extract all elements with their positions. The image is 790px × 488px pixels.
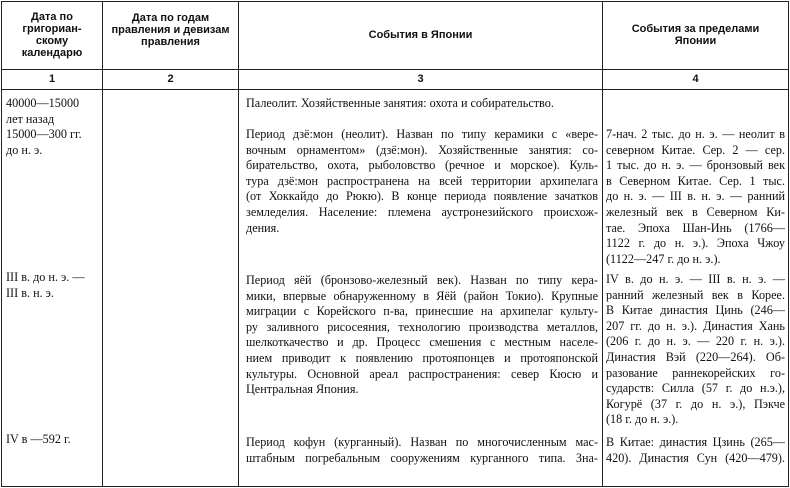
header-col4-line: Японии bbox=[674, 35, 717, 47]
yayoi-text bbox=[246, 273, 598, 398]
text-line: вочным орнаментом» (дзё:мон). Хозяйственные занятия: со- bbox=[246, 142, 598, 157]
text-line: миграции с Корейского п-ва, принесшие на архипелаг культу- bbox=[246, 304, 598, 319]
text-line: бирательство, охота, рыболовство (речное и морское). Куль- bbox=[246, 158, 598, 173]
paleolithic-text bbox=[246, 96, 598, 112]
text-line: (18 г. до н. э.). bbox=[606, 412, 679, 427]
text-line: 420). Династия Сун (420—479). bbox=[606, 450, 785, 465]
text-line: IV в. до н. э. — III в. н. э. — bbox=[606, 272, 785, 286]
text-line: железный век в Северном Ки- bbox=[606, 204, 785, 219]
header-col1-line: Дата по bbox=[31, 11, 73, 23]
abroad-iron-age-text bbox=[606, 272, 785, 428]
date-line: 15000—300 гг. bbox=[6, 127, 82, 142]
text-line: тура дзё:мон распространена на всей территории архипелага bbox=[246, 173, 598, 188]
number-row-bottom-border bbox=[1, 89, 788, 90]
header-col1-line: скому bbox=[35, 35, 69, 47]
text-line: Период дзё:мон (неолит). Назван по типу керамики с «вере- bbox=[246, 127, 598, 141]
header-col1-line: григориан- bbox=[22, 23, 82, 35]
text-line: северном Китае. Сер. 2 — сер. bbox=[606, 142, 785, 157]
text-line: Династия Вэй (220—264). Об- bbox=[606, 349, 785, 364]
text-line: (206 г. до н. э. — 220 г. н. э.). bbox=[606, 334, 785, 349]
text-line: Период кофун (курганный). Назван по многочисленным мас- bbox=[246, 435, 598, 449]
column-number-2: 2 bbox=[167, 73, 174, 85]
column-number-4: 4 bbox=[692, 73, 699, 85]
date-line: III в. н. э. bbox=[6, 285, 54, 300]
abroad-neolithic-text bbox=[606, 127, 785, 267]
column-number-1: 1 bbox=[48, 73, 56, 85]
text-line: В Китае династия Цинь (246— bbox=[606, 303, 785, 318]
text-line: (1122—247 г. до н. э.). bbox=[606, 251, 721, 266]
text-line: сударств: Силла (57 г. до н.э.), bbox=[606, 381, 785, 396]
date-kofun bbox=[6, 432, 100, 448]
header-col2-line: правления bbox=[141, 36, 200, 48]
text-line: 7-нач. 2 тыс. до н. э. — неолит в bbox=[606, 127, 785, 141]
text-line: нием приводит к появлению протояпонцев и протояпонской bbox=[246, 350, 598, 365]
text-line: земледелия. Население: племена аустронезийского происхож- bbox=[246, 204, 598, 219]
kofun-text bbox=[246, 435, 598, 466]
text-line: 1 тыс. до н. э. — бронзовый век bbox=[606, 158, 785, 173]
text-line: ру заливного рисосеяния, технологию производства металлов, bbox=[246, 319, 598, 334]
header-col1 bbox=[2, 3, 102, 67]
header-bottom-border bbox=[1, 69, 788, 70]
text-line: Палеолит. Хозяйственные занятия: охота и собирательство. bbox=[246, 96, 554, 110]
text-line: культуры. Основной ареал распространения: север Кюсю и bbox=[246, 366, 598, 381]
header-col1-line: календарю bbox=[21, 47, 83, 59]
header-col2-line: Дата по годам bbox=[131, 12, 210, 24]
header-col4-line: События за пределами bbox=[631, 23, 760, 35]
date-line: лет назад bbox=[6, 111, 55, 126]
text-line: ранний железный век в Корее. bbox=[606, 287, 785, 302]
text-line: Когурё (37 г. до н. э.), Пэкче bbox=[606, 396, 785, 411]
header-col3-text: События в Японии bbox=[368, 29, 473, 41]
header-col2-line: правления и девизам bbox=[111, 24, 230, 36]
text-line: штабным погребальным сооружениям курганного типа. Зна- bbox=[246, 450, 598, 465]
text-line: дения. bbox=[246, 220, 280, 235]
date-yayoi bbox=[6, 270, 100, 301]
header-col3 bbox=[239, 3, 602, 67]
text-line: шелкоткачество и др. Процесс смешения с местным населе- bbox=[246, 335, 598, 350]
text-line: тае. Эпоха Шан-Инь (1766— bbox=[606, 220, 785, 235]
text-line: Центральная Япония. bbox=[246, 382, 359, 397]
text-line: Период яёй (бронзово-железный век). Назван по типу кера- bbox=[246, 273, 598, 287]
column-number-3: 3 bbox=[417, 73, 424, 85]
text-line: В Китае: династия Цзинь (265— bbox=[606, 435, 785, 449]
date-paleolithic-jomon bbox=[6, 96, 100, 158]
text-line: в Северном Китае. Сер. 1 тыс. bbox=[606, 173, 785, 188]
text-line: мики, впервые обнаруженному в Яёй (район Токио). Крупные bbox=[246, 288, 598, 303]
header-col2 bbox=[103, 3, 238, 67]
header-col4 bbox=[603, 3, 788, 67]
date-line: IV в —592 г. bbox=[6, 432, 71, 446]
jomon-text bbox=[246, 127, 598, 236]
table-bottom-border bbox=[1, 486, 788, 487]
table-top-border bbox=[1, 1, 788, 2]
date-line: III в. до н. э. — bbox=[6, 270, 85, 284]
text-line: (от Хоккайдо до Рюкю). В конце периода появление зачатков bbox=[246, 189, 598, 204]
text-line: до н. э. — III в. н. э. — ранний bbox=[606, 189, 785, 204]
date-line: 40000—15000 bbox=[6, 96, 80, 110]
abroad-jin-dynasty-text bbox=[606, 435, 785, 466]
text-line: 207 гг. до н. э.). Династия Хань bbox=[606, 318, 785, 333]
text-line: 1122 г. до н. э.). Эпоха Чжоу bbox=[606, 236, 785, 251]
date-line: до н. э. bbox=[6, 142, 43, 157]
table-right-border bbox=[788, 1, 789, 487]
text-line: разование раннекорейских го- bbox=[606, 365, 785, 380]
